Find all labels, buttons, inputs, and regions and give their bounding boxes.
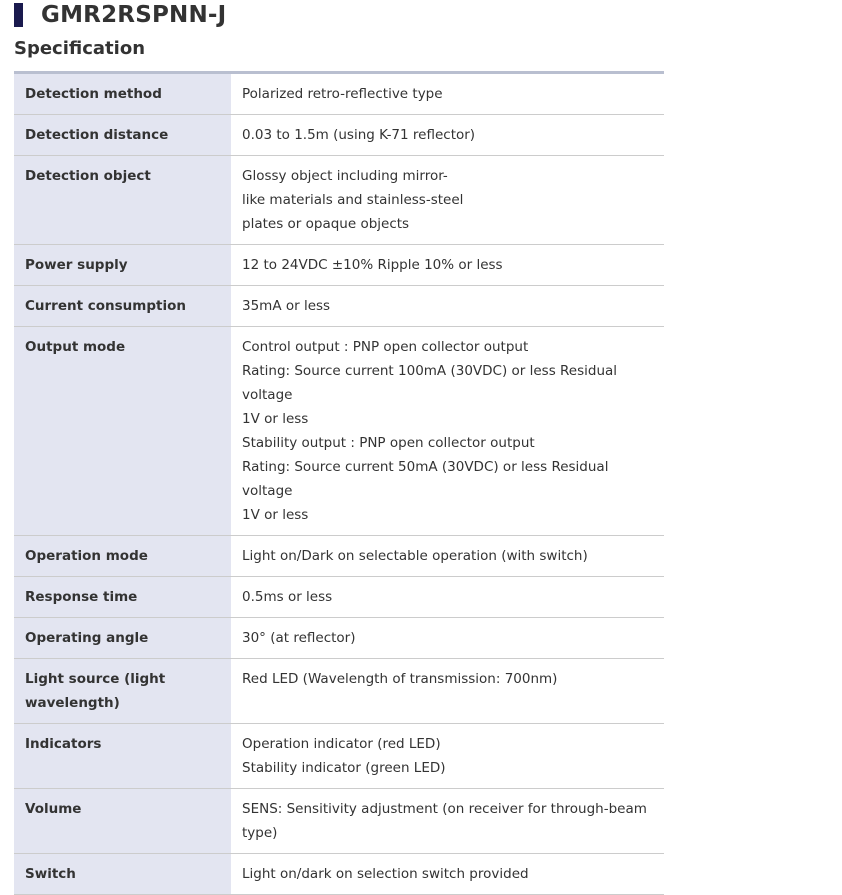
- spec-row: [14, 286, 664, 327]
- spec-row: [14, 245, 664, 286]
- spec-value-line: Red LED (Wavelength of transmission: 700nm): [242, 671, 558, 687]
- spec-value: [231, 618, 664, 659]
- spec-label: Detection object: [14, 156, 231, 245]
- spec-value: [231, 73, 664, 115]
- spec-value: [231, 854, 664, 895]
- spec-value-line: 35mA or less: [242, 298, 331, 314]
- spec-row: [14, 659, 664, 724]
- spec-row: [14, 536, 664, 577]
- spec-value-line: 0.03 to 1.5m (using K-71 reflector): [242, 127, 476, 143]
- spec-label: Response time: [14, 577, 231, 618]
- spec-value: [231, 156, 664, 245]
- spec-value-line: 30° (at reflector): [242, 630, 356, 646]
- spec-value-line: Control output : PNP open collector output: [242, 339, 529, 355]
- spec-label: Light source (light wavelength): [14, 659, 231, 724]
- product-title: [14, 0, 226, 30]
- spec-value-line: 0.5ms or less: [242, 589, 333, 605]
- spec-label: Switch: [14, 854, 231, 895]
- spec-value-line: plates or opaque objects: [242, 216, 410, 232]
- spec-row: [14, 724, 664, 789]
- spec-value: [231, 536, 664, 577]
- spec-value: [231, 115, 664, 156]
- spec-row: [14, 789, 664, 854]
- spec-label: Current consumption: [14, 286, 231, 327]
- spec-label: Output mode: [14, 327, 231, 536]
- spec-value: [231, 327, 664, 536]
- spec-value-line: like materials and stainless-steel: [242, 192, 464, 208]
- spec-value-line: 12 to 24VDC ±10% Ripple 10% or less: [242, 257, 503, 273]
- spec-value-line: SENS: Sensitivity adjustment (on receiver for through-beam: [242, 801, 647, 817]
- spec-value-line: Stability indicator (green LED): [242, 760, 446, 776]
- spec-value-line: 1V or less: [242, 507, 309, 523]
- spec-table: [14, 71, 664, 895]
- spec-row: [14, 115, 664, 156]
- spec-value: [231, 789, 664, 854]
- spec-value-line: 1V or less: [242, 411, 309, 427]
- spec-label: Operation mode: [14, 536, 231, 577]
- spec-value-line: Rating: Source current 100mA (30VDC) or less Residual voltage: [242, 363, 618, 403]
- spec-table-body: [14, 73, 664, 895]
- product-title-text: GMR2RSPNN-J: [41, 2, 227, 28]
- spec-row: [14, 577, 664, 618]
- spec-value: [231, 245, 664, 286]
- spec-label: Detection distance: [14, 115, 231, 156]
- section-heading: Specification: [14, 38, 146, 59]
- spec-value-line: type): [242, 825, 278, 841]
- spec-value-line: Light on/Dark on selectable operation (with switch): [242, 548, 588, 564]
- spec-label: Volume: [14, 789, 231, 854]
- spec-value-line: Stability output : PNP open collector output: [242, 435, 535, 451]
- spec-value-line: Polarized retro-reflective type: [242, 86, 443, 102]
- spec-value-line: Rating: Source current 50mA (30VDC) or less Residual voltage: [242, 459, 609, 499]
- spec-row: [14, 854, 664, 895]
- spec-label: Power supply: [14, 245, 231, 286]
- spec-row: [14, 156, 664, 245]
- spec-row: [14, 73, 664, 115]
- title-accent-bar: [14, 3, 23, 27]
- spec-value: [231, 724, 664, 789]
- spec-value-line: Operation indicator (red LED): [242, 736, 441, 752]
- spec-value: [231, 577, 664, 618]
- spec-value-line: Light on/dark on selection switch provided: [242, 866, 529, 882]
- spec-row: [14, 618, 664, 659]
- spec-row: [14, 327, 664, 536]
- spec-value: [231, 659, 664, 724]
- spec-label: Operating angle: [14, 618, 231, 659]
- spec-value: [231, 286, 664, 327]
- spec-label: Detection method: [14, 73, 231, 115]
- spec-value-line: Glossy object including mirror-: [242, 168, 448, 184]
- spec-label: Indicators: [14, 724, 231, 789]
